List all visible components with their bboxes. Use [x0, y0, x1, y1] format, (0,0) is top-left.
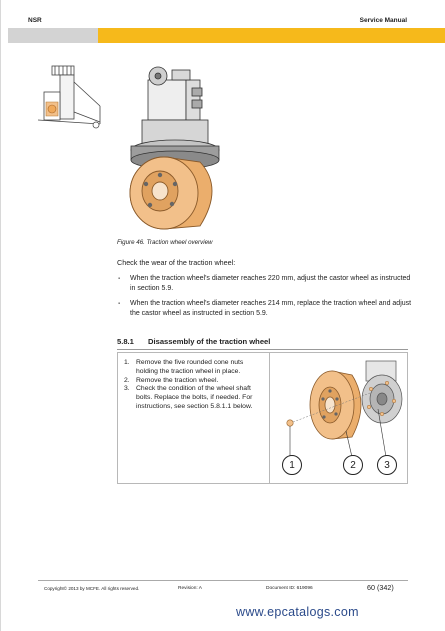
wear-check-bullets: [117, 274, 417, 324]
step-item: [124, 377, 262, 386]
truck-thumbnail-illustration: [30, 62, 110, 142]
step-number: 2.: [124, 376, 130, 384]
footer-rule: [38, 580, 408, 581]
section-title: Disassembly of the traction wheel: [148, 337, 271, 346]
callout-2: [343, 455, 363, 475]
callout-3-label: 3: [384, 459, 390, 471]
step-number: 3.: [124, 385, 130, 393]
footer-revision: Revision: A: [178, 586, 202, 591]
footer-copyright: Copyright© 2013 by MCFE. All rights reserved.: [44, 586, 140, 591]
step-number: 1.: [124, 359, 130, 366]
header-accent-band: [98, 28, 445, 43]
step-item: [124, 359, 262, 377]
traction-wheel-overview-illustration: [120, 58, 240, 236]
callout-1-label: 1: [289, 459, 295, 471]
step-text: Remove the five rounded cone nuts holding the traction wheel in place.: [136, 359, 244, 375]
procedure-box: [117, 352, 408, 484]
footer-page-number: 60 (342): [367, 583, 394, 592]
step-text: Check the condition of the wheel shaft bolts. Replace the bolts, if needed. For instructions, see section 5.8.1.1 below.: [136, 385, 253, 410]
header-product-name: NSR: [28, 17, 42, 24]
callout-1: [282, 455, 302, 475]
bullet-item: ▪ When the traction wheel's diameter reaches 220 mm, adjust the castor wheel as instructed in section 5.9.: [117, 274, 417, 294]
footer-document-id: Document ID: 619096: [266, 586, 313, 591]
step-item: [124, 385, 262, 411]
callout-3: [377, 455, 397, 475]
procedure-steps: [124, 359, 262, 412]
figure-caption: Figure 46. Traction wheel overview: [117, 239, 213, 246]
header-grey-band: [8, 28, 98, 43]
bullet-item: ▪ When the traction wheel's diameter reaches 214 mm, replace the traction wheel and adjust the castor wheel as instructed in section 5.9.: [117, 299, 417, 319]
header-manual-title: Service Manual: [359, 17, 407, 24]
section-rule: [117, 349, 408, 350]
watermark: www.epcatalogs.com: [236, 605, 359, 619]
section-number: 5.8.1: [117, 337, 134, 346]
step-text: Remove the traction wheel.: [136, 376, 219, 384]
intro-paragraph: Check the wear of the traction wheel:: [117, 258, 236, 267]
callout-2-label: 2: [350, 459, 356, 471]
